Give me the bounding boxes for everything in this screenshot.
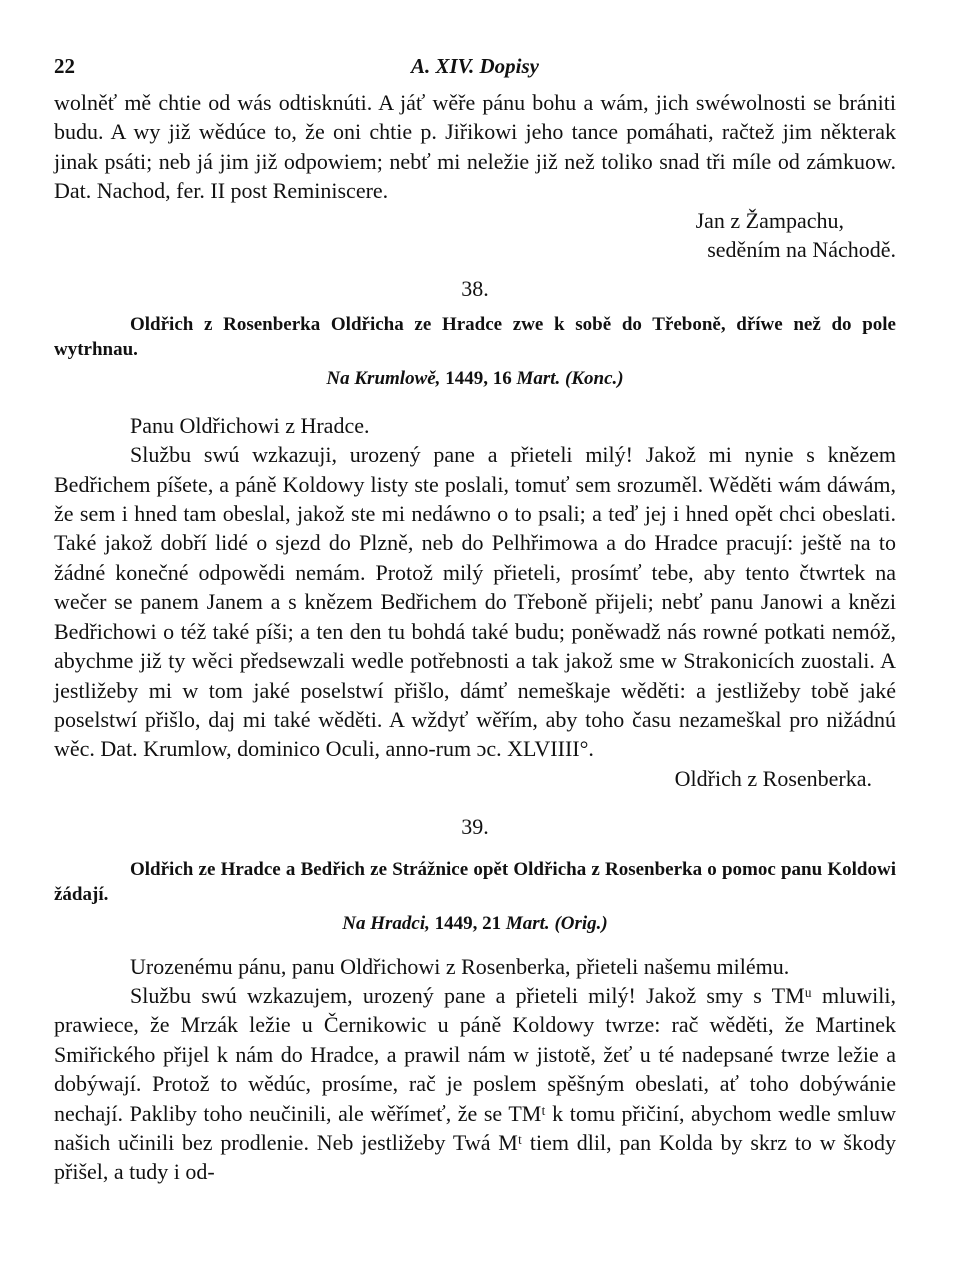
letter-summary: Oldřich z Rosenberka Oldřicha ze Hradce zwe k sobě do Třeboně, dříwe než do pole wytrhnau. [54,313,896,360]
running-head [54,44,896,88]
letter-dateline [54,911,896,936]
page-number: 22 [54,54,75,78]
dateline-place: Na Krumlowě, [326,367,441,389]
continuation-signature: Jan z Žampachu, [695,207,844,233]
dateline-place: Na Hradci, [342,912,430,934]
dateline-month: Mart. [516,367,561,389]
continuation-paragraph: wolněť mě chtie od wás odtisknúti. A jáť wěře pánu bohu a wám, jich swéwolnosti se brániti budu. A wy již wědúce to, že oni chtie p. Jiřikowi jeho tance pomáhati, račtež jim některak jinak psáti; neb já jim již odpowiem; nebť mi neležie již než toliko snad tři míle od zámkuow. Dat. Nachod, fer. II post Reminiscere. [54,90,896,204]
letter-summary: Oldřich ze Hradce a Bedřich ze Strážnice opět Oldřicha z Rosenberka o pomoc panu Koldowi žádají. [54,858,896,905]
letter-address: Urozenému pánu, panu Oldřichowi z Rosenberka, přieteli našemu milému. [130,953,790,979]
letter-dateline [54,366,896,391]
document-page [54,44,896,1187]
dateline-source: (Orig.) [554,912,608,934]
letter-number: 39. [461,814,489,840]
letter-address: Panu Oldřichowi z Hradce. [130,412,370,438]
running-title: A. XIV. Dopisy [411,54,539,78]
letter-number: 38. [461,276,489,302]
letter-signature: Oldřich z Rosenberka. [674,765,872,791]
letter-body: Službu swú wzkazuji, urozený pane a přieteli milý! Jakož mi nynie s knězem Bedřichem píšete, a páně Koldowy listy ste poslali, tomuť sem srozuměl. Wěděti wám dáwám, že sem i hned tam obeslal, jakož ste mi nedáwno o to psali; a teď jej i hned opět chci obeslati. Také jakož dobří lidé o sjezd do Plzně, neb do Pelhřimowa a do Hradce pracují: ještě na to žádné konečné odpowědi nemám. Protož milý přieteli, prosímť tebe, aby tento čtwrtek na wečer se panem Janem a s knězem Bedřichem do Třeboně přijeli; nebť panu Janowi a knězi Bedřichowi o též také píši; a ten den tu bohdá také budu; poněwadž nás rowné potkati nemóž, abychme již ty wěci předsewzali wedle potřebnosti a tak jakož sme w Strakonicích zuostali. A jestližeby mi w tom jaké poselstwí přišlo, dámť nemeškaje wěděti: a jestližeby tobě jaké poselstwí přišlo, daj mi také wěděti. A wždyť wěřím, aby toho času nezameškal pro nižádnú wěc. Dat. Krumlow, dominico Oculi, anno-rum ɔc. XLVIIII°. [54,442,896,762]
dateline-source: (Konc.) [565,367,624,389]
dateline-date: 1449, 21 [434,912,502,934]
letter-body: Službu swú wzkazujem, urozený pane a přieteli milý! Jakož smy s TMᵘ mluwili, prawiece, že Mrzák ležie u Černikowic u páně Koldowy twrze: rač wěděti, že Martinek Smiřického přijel k nám do Hradce, a prawil nám w jistotě, žeť u té nadepsané twrze ležie a dobýwají. Protož to wědúc, prosíme, rač je poslem spěšným obeslati, ať toho dobýwánie nechají. Pakliby toho neučinili, ale wěřímeť, že se TMᵗ k tomu přičiní, abychom wedle smluw našich učinili bez prodlenie. Neb jestližeby Twá Mᵗ tiem dlil, pan Kolda by skrz to w škody přišel, a tudy i od- [54,982,896,1185]
dateline-month: Mart. [505,912,550,934]
continuation-signature-title: seděním na Náchodě. [707,237,896,263]
dateline-date: 1449, 16 [445,367,512,389]
